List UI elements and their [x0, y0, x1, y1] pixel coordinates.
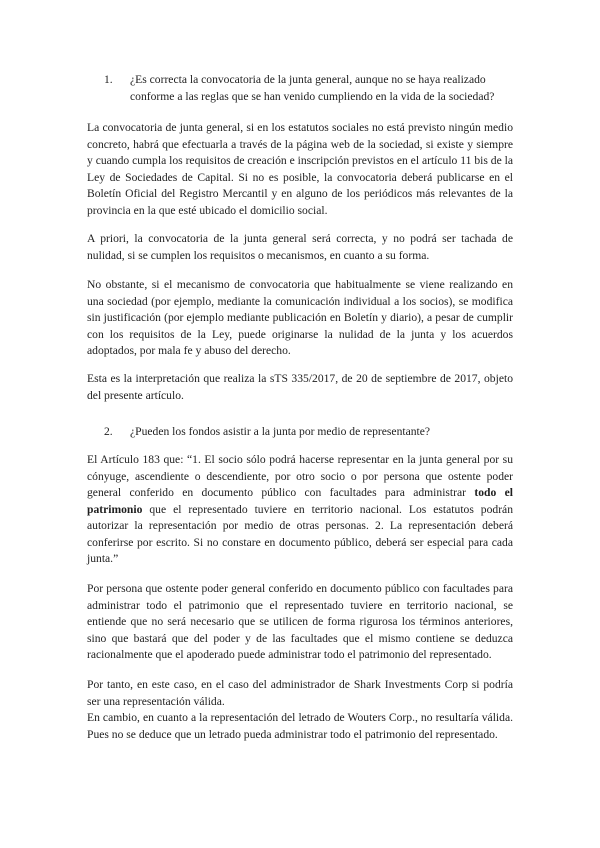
- paragraph-articulo-183: [87, 452, 513, 568]
- article-text-end: que el representado tuviere en territorio nacional. Los estatutos podrán autorizar la representación por medio de otras personas. 2. La representación deberá conferirse por escrito. Si no constare en documento público, deberá ser especial para cada junta.”: [87, 502, 513, 565]
- paragraph-convocatoria: La convocatoria de junta general, si en los estatutos sociales no está previsto ningún medio concreto, habrá que efectuarla a través de la página web de la sociedad, si existe y siempre y cuando cumpla los requisitos de creación e inscripción previstos en el artículo 11 bis de la Ley de Sociedades de Capital. Si no es posible, la convocatoria deberá publicarse en el Boletín Oficial del Registro Mercantil y en alguno de los periódicos más relevantes de la provincia en la que esté ubicado el domicilio social.: [87, 121, 513, 217]
- paragraph-no-obstante: No obstante, si el mecanismo de convocatoria que habitualmente se viene realizando en una sociedad (por ejemplo, mediante la comunicación individual a los socios), se modifica sin justificación (por ejemplo mediante publicación en Boletín y diario), a pesar de cumplir con los requisitos de la Ley, puede originarse la nulidad de la junta y los acuerdos adoptados, por mala fe y abuso del derecho.: [87, 278, 513, 357]
- paragraph-shark-investments: Por tanto, en este caso, en el caso del administrador de Shark Investments Corp si podría ser una representación válida.: [87, 678, 513, 708]
- question-number: 2.: [104, 425, 113, 438]
- article-text-start: El Artículo 183 que: “1. El socio sólo podrá hacerse representar en la junta general por su cónyuge, ascendiente o descendiente, por otro socio o por persona que ostente poder general conferido en documento público con facultades para administrar: [87, 453, 513, 499]
- bold-emphasis: todo el patrimonio: [87, 486, 513, 516]
- question-2: [104, 424, 524, 441]
- paragraph-interpretacion: Esta es la interpretación que realiza la sTS 335/2017, de 20 de septiembre de 2017, objeto del presente artículo.: [87, 372, 513, 402]
- paragraph-a-priori: A priori, la convocatoria de la junta general será correcta, y no podrá ser tachada de nulidad, si se cumplen los requisitos o mecanismos, en cuanto a su forma.: [87, 232, 513, 262]
- question-text: ¿Es correcta la convocatoria de la junta general, aunque no se haya realizado conforme a las reglas que se han venido cumpliendo en la vida de la sociedad?: [130, 73, 495, 103]
- question-1: [104, 72, 524, 105]
- question-text: ¿Pueden los fondos asistir a la junta por medio de representante?: [130, 425, 431, 438]
- question-number: 1.: [104, 73, 113, 86]
- paragraph-poder-general: Por persona que ostente poder general conferido en documento público con facultades para administrar todo el patrimonio que el representado tuviere en territorio nacional, se entiende que no será necesario que se utilicen de forma rigurosa los términos anteriores, sino que bastará que del poder y de las facultades que el mismo contiene se deduzca racionalmente que el apoderado puede administrar todo el patrimonio del representado.: [87, 582, 513, 661]
- paragraph-wouters: En cambio, en cuanto a la representación del letrado de Wouters Corp., no resultaría válida. Pues no se deduce que un letrado pueda administrar todo el patrimonio del representado.: [87, 711, 513, 741]
